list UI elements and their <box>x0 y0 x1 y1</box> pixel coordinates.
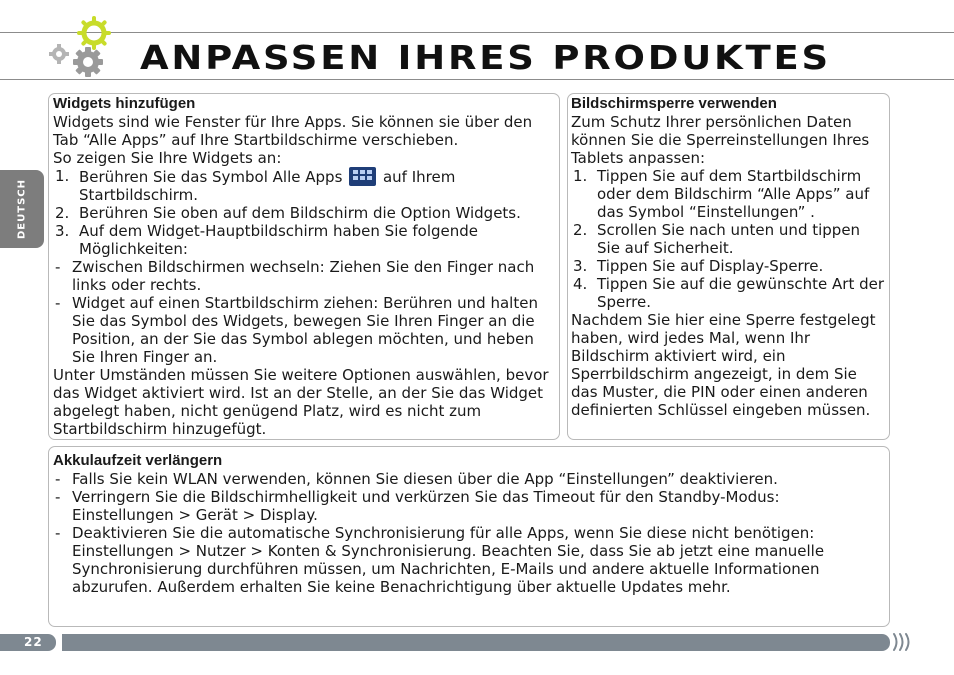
title-rule <box>0 79 954 80</box>
battery-section <box>48 446 890 627</box>
step-text-after: auf Ihrem Startbildschirm. <box>79 168 456 204</box>
page-number: 22 <box>24 635 43 649</box>
list-item: - Verringern Sie die Bildschirmhelligkeit und verkürzen Sie das Timeout für den Standby-Modus: Einstellungen > Gerät > Display. <box>53 488 885 524</box>
footer-bar <box>62 634 890 651</box>
list-item <box>571 275 887 311</box>
widgets-steps <box>53 167 555 258</box>
lock-note: Nachdem Sie hier eine Sperre festgelegt haben, wird jedes Mal, wenn Ihr Bildschirm aktiviert wird, ein Sperrbildschirm angezeigt, in dem Sie das Muster, die PIN oder einen anderen definierten Schlüssel eingeben müssen. <box>571 311 876 419</box>
widgets-section <box>48 93 560 440</box>
chevrons-right-icon <box>891 631 915 653</box>
list-item <box>53 222 555 258</box>
language-tab <box>0 170 44 248</box>
step-text: Auf dem Widget-Hauptbildschirm haben Sie folgende Möglichkeiten: <box>79 222 479 258</box>
lock-intro: Zum Schutz Ihrer persönlichen Daten können Sie die Sperreinstellungen Ihres Tablets anpassen: <box>571 113 870 167</box>
lock-heading: Bildschirmsperre verwenden <box>571 95 777 112</box>
widgets-note: Unter Umständen müssen Sie weitere Optionen auswählen, bevor das Widget aktiviert wird. Ist an der Stelle, an der Sie das Widget abgelegt haben, nicht genügend Platz, wird es nicht zum Startbildschirm hinzugefügt. <box>53 366 549 438</box>
step-number: 3. <box>55 222 70 240</box>
list-item: - Widget auf einen Startbildschirm ziehen: Berühren und halten Sie das Symbol des Widgets, bewegen Sie Ihren Finger an die Position, an der Sie das Symbol ablegen möchten, und heben Sie Ihren Finger an. <box>53 294 555 366</box>
step-number: 3. <box>573 257 588 275</box>
widgets-intro: Widgets sind wie Fenster für Ihre Apps. Sie können sie über den Tab “Alle Apps” auf Ihre Startbildschirme verschieben. <box>53 113 533 149</box>
battery-tips <box>53 470 885 596</box>
page-number-tab <box>0 634 56 651</box>
all-apps-icon <box>349 167 376 186</box>
step-number: 1. <box>573 167 588 185</box>
list-item: - Falls Sie kein WLAN verwenden, können Sie diesen über die App “Einstellungen” deaktivieren. <box>53 470 885 488</box>
step-number: 2. <box>55 204 70 222</box>
list-item <box>571 257 887 275</box>
step-number: 1. <box>55 167 70 185</box>
lock-steps <box>571 167 887 311</box>
list-item: - Zwischen Bildschirmen wechseln: Ziehen Sie den Finger nach links oder rechts. <box>53 258 555 294</box>
screen-lock-section <box>567 93 890 440</box>
widgets-lead: So zeigen Sie Ihre Widgets an: <box>53 149 282 167</box>
list-item <box>53 204 555 222</box>
page-title: ANPASSEN IHRES PRODUKTES <box>140 38 831 77</box>
list-item <box>571 167 887 221</box>
step-text: Tippen Sie auf Display-Sperre. <box>597 257 824 275</box>
battery-heading: Akkulaufzeit verlängern <box>53 452 223 469</box>
step-text: Tippen Sie auf dem Startbildschirm oder dem Bildschirm “Alle Apps” auf das Symbol “Einstellungen” . <box>597 167 870 221</box>
step-text: Berühren Sie das Symbol Alle Apps <box>79 168 343 186</box>
list-item <box>53 167 555 204</box>
language-tab-label: DEUTSCH <box>16 179 28 239</box>
gears-icon <box>42 16 114 82</box>
step-number: 4. <box>573 275 588 293</box>
list-item <box>571 221 887 257</box>
step-text: Scrollen Sie nach unten und tippen Sie auf Sicherheit. <box>597 221 861 257</box>
widgets-heading: Widgets hinzufügen <box>53 95 196 112</box>
widgets-options <box>53 258 555 366</box>
step-text: Berühren Sie oben auf dem Bildschirm die Option Widgets. <box>79 204 521 222</box>
list-item: - Deaktivieren Sie die automatische Synchronisierung für alle Apps, wenn Sie diese nicht benötigen: Einstellungen > Nutzer > Konten & Synchronisierung. Beachten Sie, dass Sie ab jetzt eine manuelle Synchronisierung durchführen müssen, um Nachrichten, E-Mails und andere aktuelle Informationen abzurufen. Außerdem erhalten Sie keine Benachrichtigung über aktuelle Updates mehr. <box>53 524 885 596</box>
step-number: 2. <box>573 221 588 239</box>
step-text: Tippen Sie auf die gewünschte Art der Sperre. <box>597 275 885 311</box>
top-rule <box>0 32 954 33</box>
